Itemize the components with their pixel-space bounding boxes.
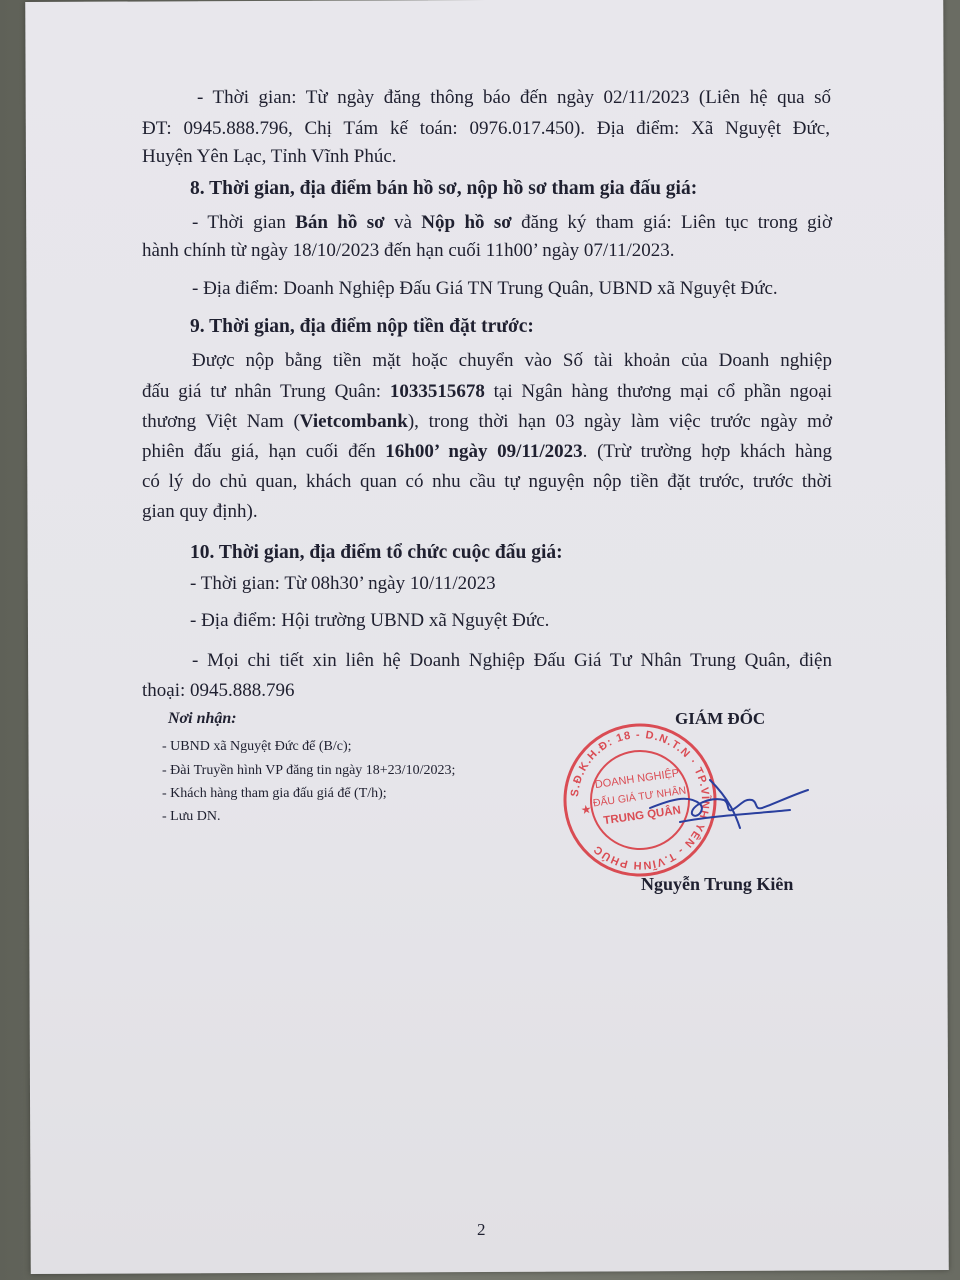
recipient-item: - Khách hàng tham gia đấu giá để (T/h); xyxy=(162,786,387,801)
signature-stroke xyxy=(650,780,808,828)
recipients-title: Nơi nhận: xyxy=(168,710,237,727)
s9-text: thương Việt Nam ( xyxy=(142,411,300,432)
recipient-item: - Lưu DN. xyxy=(162,809,221,824)
seal-line-1: DOANH NGHIỆP xyxy=(594,767,680,792)
bank-name: Vietcombank xyxy=(299,411,408,432)
s9-text: tại Ngân hàng thương mại cổ phần ngoại xyxy=(484,381,832,402)
s9-line-3 xyxy=(142,410,832,434)
s7-line-1: - Thời gian: Từ ngày đăng thông báo đến ngày 02/11/2023 (Liên hệ qua số xyxy=(197,87,831,108)
s10-heading: 10. Thời gian, địa điểm tổ chức cuộc đấu giá: xyxy=(190,542,563,563)
s9-line-4 xyxy=(142,440,832,464)
deposit-deadline: 16h00’ ngày 09/11/2023 xyxy=(385,441,583,462)
s10-place: - Địa điểm: Hội trường UBND xã Nguyệt Đức. xyxy=(190,610,550,631)
s8-bold-submit: Nộp hồ sơ xyxy=(421,212,512,233)
s8-paragraph-1-line-2: hành chính từ ngày 18/10/2023 đến hạn cuối 11h00’ ngày 07/11/2023. xyxy=(142,240,675,261)
s9-text: . (Trừ trường hợp khách hàng xyxy=(582,441,832,462)
seal-line-3: TRUNG QUÂN xyxy=(602,804,682,828)
s9-line-6: gian quy định). xyxy=(142,501,258,522)
recipient-item: - Đài Truyền hình VP đăng tin ngày 18+23/10/2023; xyxy=(162,763,456,778)
s10-contact-line-1: - Mọi chi tiết xin liên hệ Doanh Nghiệp Đấu Giá Tư Nhân Trung Quân, điện xyxy=(192,650,832,671)
s9-text: phiên đấu giá, hạn cuối đến xyxy=(142,441,386,462)
s9-text: đấu giá tư nhân Trung Quân: xyxy=(142,381,390,402)
s8-text: đăng ký tham giá: Liên tục trong giờ xyxy=(511,212,832,233)
handwritten-signature xyxy=(640,770,820,840)
s10-contact-line-2: thoại: 0945.888.796 xyxy=(142,680,295,701)
seal-ring-textpath: S.Đ.K.H.Đ: 18 - D.N.T.N · TP.VĨNH YÊN - T.VĨNH PHÚC xyxy=(568,728,712,872)
seal-line-2: ĐẤU GIÁ TƯ NHÂN xyxy=(592,784,687,810)
director-title: GIÁM ĐỐC xyxy=(675,709,766,728)
s7-line-2: ĐT: 0945.888.796, Chị Tám kế toán: 0976.017.450). Địa điểm: Xã Nguyệt Đức, xyxy=(142,118,830,139)
s8-bold-sell: Bán hồ sơ xyxy=(295,212,385,233)
s9-text: ), trong thời hạn 03 ngày làm việc trước ngày mở xyxy=(407,411,832,432)
account-number: 1033515678 xyxy=(389,381,485,402)
s10-time: - Thời gian: Từ 08h30’ ngày 10/11/2023 xyxy=(190,573,496,594)
recipient-item: - UBND xã Nguyệt Đức để (B/c); xyxy=(162,739,352,754)
s9-line-2 xyxy=(142,380,832,404)
signer-name: Nguyễn Trung Kiên xyxy=(641,874,794,894)
seal-star-icon: ★ xyxy=(579,801,593,818)
s9-heading: 9. Thời gian, địa điểm nộp tiền đặt trước: xyxy=(190,316,534,337)
s8-heading: 8. Thời gian, địa điểm bán hồ sơ, nộp hồ sơ tham gia đấu giá: xyxy=(190,178,698,199)
s8-text: và xyxy=(384,212,422,233)
s8-paragraph-2: - Địa điểm: Doanh Nghiệp Đấu Giá TN Trung Quân, UBND xã Nguyệt Đức. xyxy=(192,278,778,299)
s8-text: - Thời gian xyxy=(192,212,296,233)
s8-paragraph-1 xyxy=(192,211,832,235)
s9-line-5: có lý do chủ quan, khách quan có nhu cầu tự nguyện nộp tiền đặt trước, trước thời xyxy=(142,471,832,492)
page-number: 2 xyxy=(477,1220,486,1239)
s9-line-1: Được nộp bằng tiền mặt hoặc chuyển vào Số tài khoản của Doanh nghiệp xyxy=(192,350,832,371)
s7-line-3: Huyện Yên Lạc, Tỉnh Vĩnh Phúc. xyxy=(142,146,397,167)
